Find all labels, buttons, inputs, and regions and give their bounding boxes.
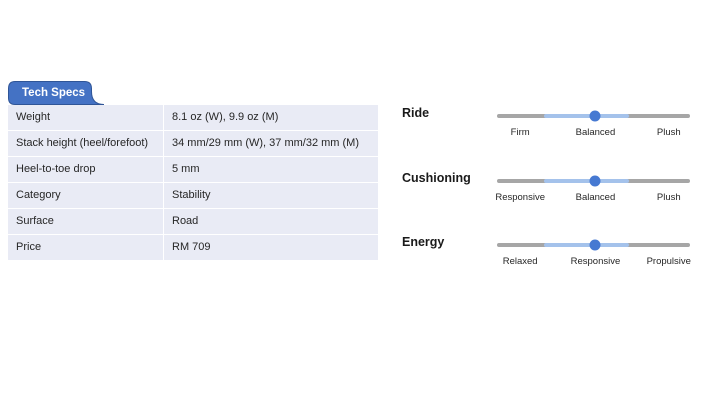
slider-cushioning-label-responsive: Responsive	[495, 192, 545, 203]
slider-ride-label-firm: Firm	[510, 127, 530, 138]
slider-ride-thumb[interactable]	[590, 111, 601, 122]
slider-cushioning-labels	[497, 192, 690, 205]
spec-label-surface: Surface	[8, 209, 163, 234]
slider-energy-heading: Energy	[402, 235, 445, 249]
spec-value-surface: Road	[164, 209, 378, 234]
slider-energy-label-relaxed: Relaxed	[502, 256, 538, 267]
slider-energy-label-propulsive: Propulsive	[646, 256, 691, 267]
spec-label-category: Category	[8, 183, 163, 208]
slider-cushioning-label-balanced: Balanced	[575, 192, 616, 203]
slider-cushioning-label-plush: Plush	[656, 192, 681, 203]
slider-cushioning-thumb[interactable]	[590, 176, 601, 187]
tech-specs-title: Tech Specs	[22, 87, 86, 99]
slider-ride	[390, 104, 720, 166]
slider-ride-labels	[497, 127, 690, 140]
spec-label-weight: Weight	[8, 105, 163, 130]
slider-cushioning-heading: Cushioning	[402, 171, 471, 185]
slider-ride-track[interactable]	[497, 114, 690, 118]
slider-ride-label-balanced: Balanced	[575, 127, 616, 138]
slider-energy-highlight	[544, 243, 629, 247]
spec-value-price: RM 709	[164, 235, 378, 260]
spec-value-category: Stability	[164, 183, 378, 208]
slider-energy-track[interactable]	[497, 243, 690, 247]
slider-ride-label-plush: Plush	[656, 127, 681, 138]
spec-value-stack-height: 34 mm/29 mm (W), 37 mm/32 mm (M)	[164, 131, 378, 156]
slider-energy	[390, 233, 720, 295]
slider-cushioning-highlight	[544, 179, 629, 183]
tech-specs-table	[8, 105, 378, 260]
spec-label-price: Price	[8, 235, 163, 260]
slider-ride-heading: Ride	[402, 106, 430, 120]
slider-cushioning-track[interactable]	[497, 179, 690, 183]
slider-ride-highlight	[544, 114, 629, 118]
spec-label-drop: Heel-to-toe drop	[8, 157, 163, 182]
slider-energy-thumb[interactable]	[590, 240, 601, 251]
spec-value-drop: 5 mm	[164, 157, 378, 182]
spec-label-stack-height: Stack height (heel/forefoot)	[8, 131, 163, 156]
slider-energy-label-responsive: Responsive	[570, 256, 621, 267]
slider-cushioning	[390, 169, 720, 231]
spec-value-weight: 8.1 oz (W), 9.9 oz (M)	[164, 105, 378, 130]
slider-energy-labels	[497, 256, 690, 269]
